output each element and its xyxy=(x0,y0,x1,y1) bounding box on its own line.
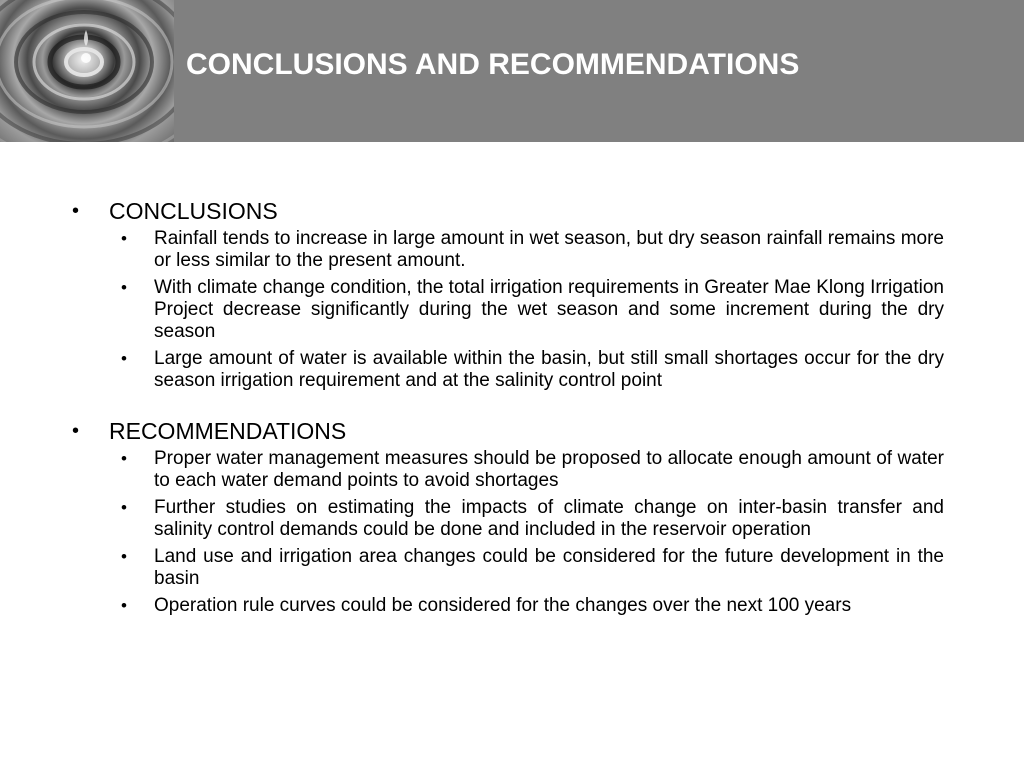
section-heading: RECOMMENDATIONS xyxy=(109,418,347,444)
section-recommendations xyxy=(70,416,944,617)
water-drop-icon xyxy=(0,0,174,142)
list-item xyxy=(70,595,944,617)
list-item-text: Proper water management measures should be proposed to allocate enough amount of water to each water demand points to avoid shortages xyxy=(154,448,944,491)
list-item-text: With climate change condition, the total irrigation requirements in Greater Mae Klong Irrigation Project decrease significantly during the wet season and some increment during the dry season xyxy=(154,277,944,342)
list-item-text: Large amount of water is available within the basin, but still small shortages occur for the dry season irrigation requirement and at the salinity control point xyxy=(154,348,944,391)
list-item xyxy=(70,348,944,392)
slide-body xyxy=(70,196,944,637)
bullet-icon: • xyxy=(121,349,127,368)
list-item xyxy=(70,546,944,590)
list-item-text: Operation rule curves could be considered for the changes over the next 100 years xyxy=(154,595,852,616)
slide-header xyxy=(0,0,1024,142)
bullet-list xyxy=(70,448,944,617)
slide-title: CONCLUSIONS AND RECOMMENDATIONS xyxy=(186,48,800,81)
list-item xyxy=(70,277,944,343)
bullet-icon: • xyxy=(72,200,80,222)
list-item-text: Further studies on estimating the impacts of climate change on inter-basin transfer and salinity control demands could be done and included in the reservoir operation xyxy=(154,497,944,540)
bullet-list xyxy=(70,228,944,392)
list-item-text: Land use and irrigation area changes could be considered for the future development in the basin xyxy=(154,546,944,589)
bullet-icon: • xyxy=(121,278,127,297)
bullet-icon: • xyxy=(121,449,127,468)
bullet-icon: • xyxy=(121,596,127,615)
list-item-text: Rainfall tends to increase in large amount in wet season, but dry season rainfall remains more or less similar to the present amount. xyxy=(154,228,944,271)
list-item xyxy=(70,448,944,492)
bullet-icon: • xyxy=(72,420,80,442)
list-item xyxy=(70,497,944,541)
bullet-icon: • xyxy=(121,498,127,517)
bullet-icon: • xyxy=(121,547,127,566)
water-ripple-image xyxy=(0,0,174,142)
section-conclusions xyxy=(70,196,944,392)
section-heading: CONCLUSIONS xyxy=(109,198,278,224)
bullet-icon: • xyxy=(121,229,127,248)
list-item xyxy=(70,228,944,272)
